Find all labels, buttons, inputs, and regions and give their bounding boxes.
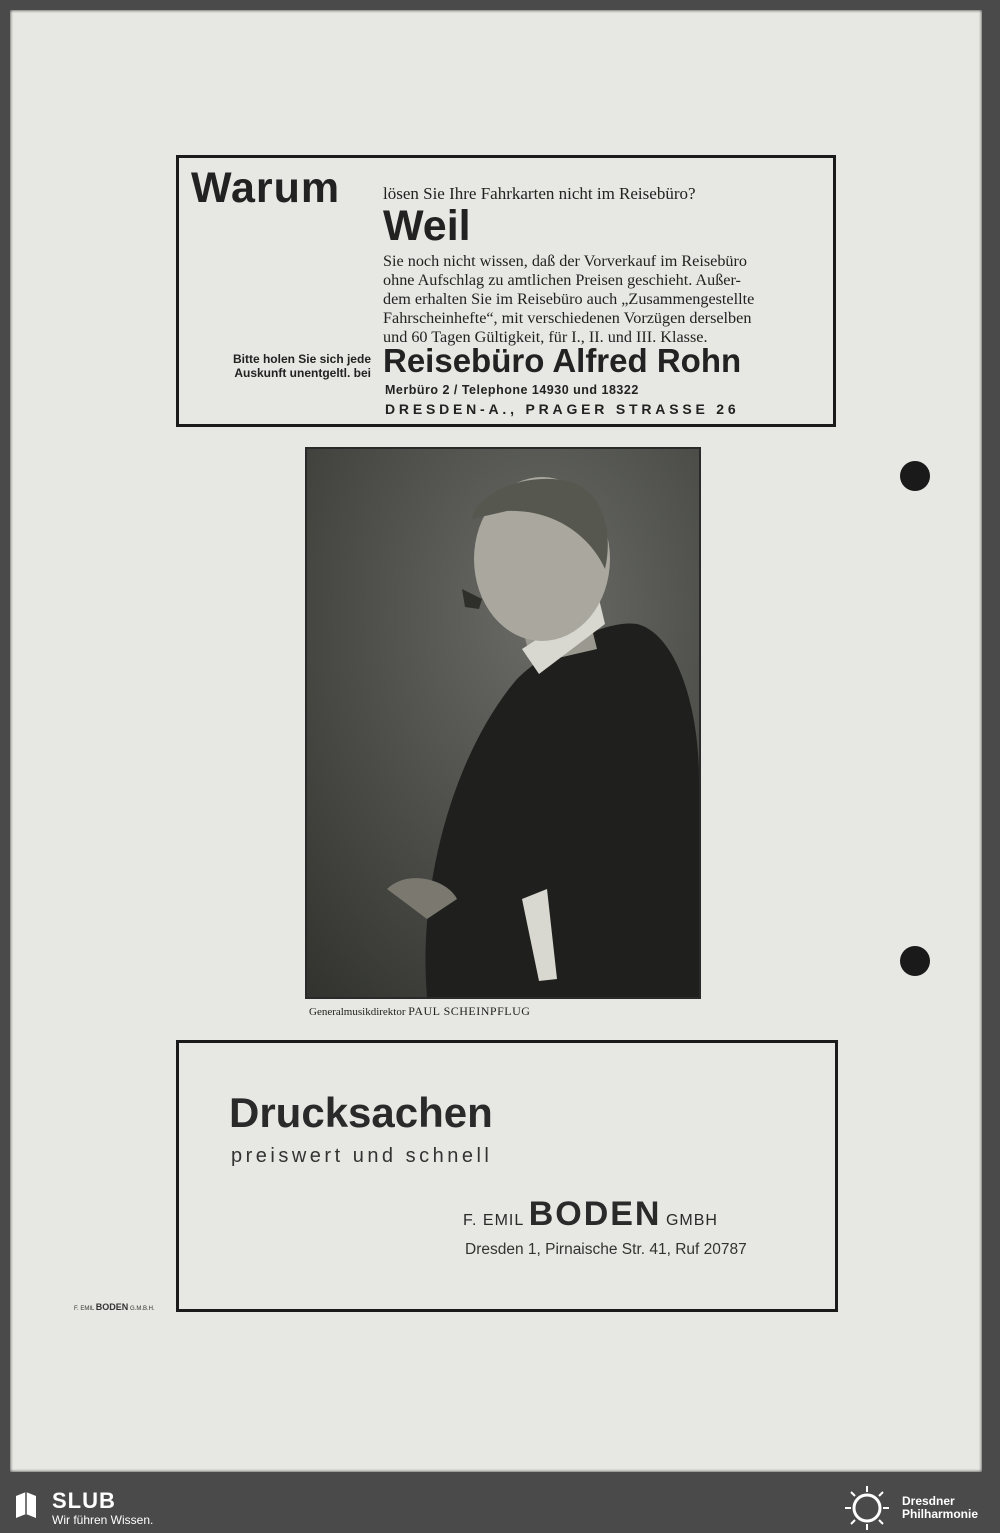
- agency-address: DRESDEN-A., PRAGER STRASSE 26: [385, 401, 740, 417]
- company-prefix: F. EMIL: [463, 1212, 525, 1229]
- punch-hole-top: [900, 461, 930, 491]
- caption-title: Generalmusikdirektor: [309, 1006, 406, 1018]
- partner-name[interactable]: [902, 1495, 978, 1521]
- ad-body-line: Fahrscheinhefte“, mit verschiedenen Vorzügen derselben: [383, 309, 752, 327]
- print-headline: Drucksachen: [229, 1089, 493, 1136]
- ad-side-note: [191, 352, 371, 380]
- ad-answer: Weil: [383, 202, 471, 250]
- imprint-prefix: F. EMIL: [74, 1306, 95, 1312]
- philharmonie-logo-icon[interactable]: [842, 1485, 892, 1531]
- company-address: Dresden 1, Pirnaische Str. 41, Ruf 20787: [465, 1241, 747, 1258]
- slub-logo-icon[interactable]: [14, 1492, 38, 1520]
- portrait-caption: [309, 1004, 530, 1019]
- side-note-line: Auskunft unentgeltl. bei: [234, 366, 371, 380]
- imprint-suffix: G.M.B.H.: [129, 1306, 155, 1312]
- partner-line: Philharmonie: [902, 1507, 979, 1521]
- viewer-footer: [0, 1482, 1000, 1533]
- ad-body-line: ohne Aufschlag zu amtlichen Preisen geschieht. Außer-: [383, 271, 741, 289]
- ad-body-line: dem erhalten Sie im Reisebüro auch „Zusammengestellte: [383, 290, 755, 308]
- travel-agency-ad: [176, 155, 836, 427]
- ad-body-line: und 60 Tagen Gültigkeit, für I., II. und III. Klasse.: [383, 328, 708, 346]
- portrait-photo: [305, 447, 701, 999]
- print-subline: preiswert und schnell: [231, 1145, 493, 1167]
- imprint-name: BODEN: [95, 1302, 129, 1312]
- printing-ad: [176, 1040, 838, 1312]
- company-name: BODEN: [528, 1195, 662, 1233]
- side-note-line: Bitte holen Sie sich jede: [232, 352, 371, 366]
- library-name[interactable]: SLUB: [52, 1488, 116, 1513]
- agency-telephone: Merbüro 2 / Telephone 14930 und 18322: [385, 383, 639, 397]
- ad-headline: Warum: [191, 164, 341, 212]
- company-suffix: GMBH: [665, 1212, 718, 1229]
- ad-body-text: [383, 252, 825, 347]
- printer-imprint: [74, 1302, 155, 1312]
- caption-name: PAUL SCHEINPFLUG: [408, 1004, 531, 1018]
- ad-body-line: Sie noch nicht wissen, daß der Vorverkauf im Reisebüro: [383, 252, 747, 270]
- punch-hole-bottom: [900, 946, 930, 976]
- partner-line: Dresdner: [902, 1494, 955, 1508]
- ad-question: lösen Sie Ihre Fahrkarten nicht im Reisebüro?: [383, 184, 696, 203]
- agency-name: Reisebüro Alfred Rohn: [383, 342, 742, 379]
- library-tagline: Wir führen Wissen.: [52, 1513, 154, 1527]
- print-company: [463, 1195, 718, 1234]
